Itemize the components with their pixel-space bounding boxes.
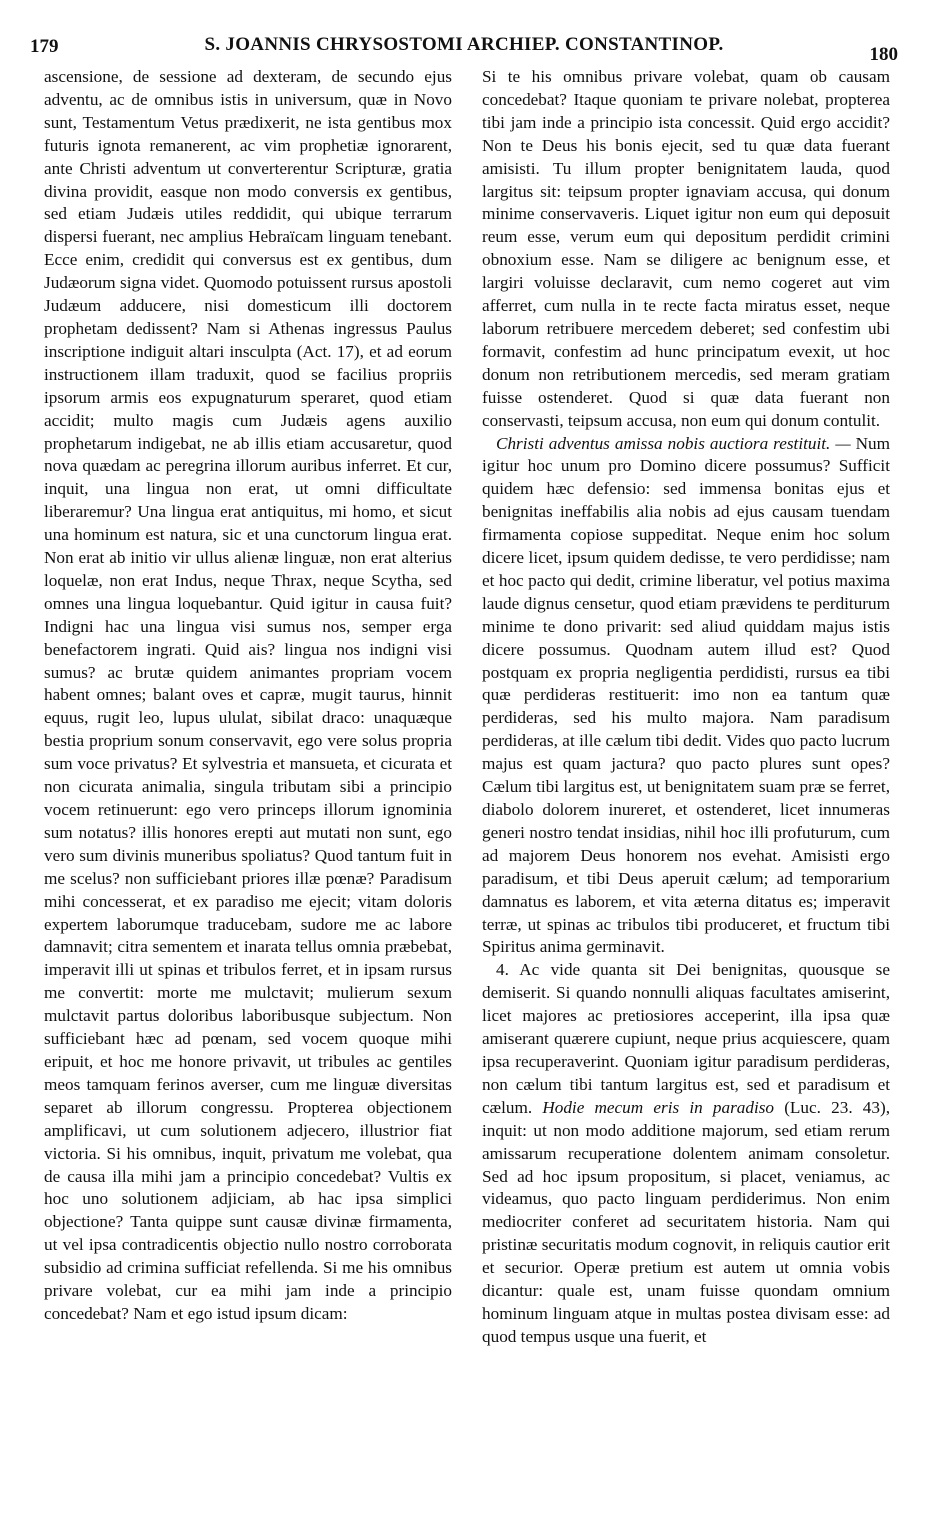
right-paragraph-1: Si te his omnibus privare volebat, quam ob causam concedebat? Itaque quoniam te privare nolebat, propterea tibi jam inde a principio ista concessit. Quid ergo accidit? Non te Deus his bonis ejecit, sed tu quæ data fuerant amisisti. Tu illum propter benignitatem lauda, quod largitus sit: teipsum propter ignaviam accusa, qui donum minime conservaveris. Liquet igitur non eum qui deposuit reum esse, verum eum qui depositum perdidit crimini obnoxium esse. Nam se diligere ac benignum esse, et largiri voluisse declaravit, cum nemo cogeret aut vim afferret, cum nulla in te recte facta miratus esset, neque laborum retribuere mercedem deberet; sed confestim ubi formavit, confestim ad hunc principatum evexit, ut hoc donum non retributionem mercedis, sed meram gratiam fuisse ostenderet. Quod si quæ data fuerant non conservasti, teipsum accusa, non eum qui donum contulit.	[482, 67, 890, 430]
right-paragraph-2-text: Num igitur hoc unum pro Domino dicere possumus? Sufficit quidem hæc defensio: sed immensa bonitas ejus et benignitas ineffabilis alia nobis ad ejus causam tuendam firmamenta copiose suppeditat. Neque enim hoc solum dicere licet, ipsum quidem dedisse, te vero perdidisse; nam et hoc pacto qui dedit, crimine liberatur, vel potius maxima laude dignus censetur, quod etiam prævidens te perditurum minime te dono privarit: sed aliud quiddam majus istis dicere possumus. Quodnam autem illud est? Quod postquam ex propria negligentia perdidisti, rursus ea tibi quæ perdideras restituerit: imo non ea tantum quæ perdideras, sed his multo majora. Nam paradisum perdideras, at ille cælum tibi dedit. Vides quo pacto lucrum majus est quam jactura? quo pacto plures sunt opes? Cælum tibi largitus est, ut benignitatem suam præ se ferret, diabolo dolorem inureret, et ostenderet, licet innumeras generi nostro tendat insidias, nihil hoc illi profuturum, cum ad majorem Deus honorem nos evehat. Amisisti ergo paradisum, et tibi Deus aperuit cælum; ad temporarium damnatus es laborem, et vita æterna ditatus es; imperavit terræ, ut spinas ac tribulos tibi produceret, et fructum tibi Spiritus anima germinavit.	[482, 433, 890, 957]
page-header	[30, 34, 898, 64]
scripture-quote: Hodie mecum eris in paradiso	[542, 1097, 775, 1117]
scripture-reference: (Luc. 23. 43)	[784, 1097, 886, 1117]
right-column	[482, 66, 890, 1349]
right-paragraph-3-text-a: 4. Ac vide quanta sit Dei benignitas, quousque se demiserit. Si quando nonnulli aliquas facultates amiserint, licet majores ac pretiosiores acceperint, illa ipsa quæ amiserant quærere cupiunt, neque prius acquiescere, quam ipsa recuperaverint. Quoniam igitur paradisum perdideras, non cælum tibi tantum largitus est, sed et paradisum et cælum.	[482, 960, 890, 1117]
left-column-text: ascensione, de sessione ad dexteram, de secundo ejus adventu, ac de omnibus istis in universum, quæ in Novo sunt, Testamentum Vetus prædixerit, ne ista gentibus mox futuris ignota remanerent, ac vim prophetiæ ignorarent, ante Christi adventum ut converterentur Scripturæ, gratia divina providit, easque non modo conversis ex gentibus, sed etiam Judæis utiles reddidit, qui ubique terrarum dispersi fuerant, nec amplius Hebraïcam linguam tenebant. Ecce enim, credidit qui conversus est ex gentibus, dum Judæorum signa videt. Quomodo potuissent rursus apostoli Judæum adducere, nisi domesticum illi doctorem prophetam dedissent? Nam si Athenas ingressus Paulus inscriptione indiguit altari insculpta (Act. 17), et ad eorum instructionem illam traduxit, quod se facilius propriis ipsorum armis eos expugnaturum speraret, quod etiam accidit; multo magis cum Judæis agens auxilio prophetarum indigebat, ne ab illis etiam accusaretur, quod nova quædam ac peregrina illorum auribus inferret. Et cur, inquit, una lingua non erat, ut omni difficultate liberaremur? Una lingua erat antiquitus, mi homo, et sicut una hominum est natura, sic et una cunctorum lingua erat. Non erat ab initio vir ullus alienæ linguæ, non erat alterius loquelæ, non erat Indus, neque Thrax, neque Scytha, sed omnes una lingua loquebantur. Quid igitur in causa fuit? Indigni hac una lingua visi sumus nos, semper erga benefactorem ingrati. Quid ais? lingua nos indigni visi sumus? ac brutæ quidem animantes propriam vocem habent omnes; balant oves et capræ, mugit taurus, hinnit equus, rugit leo, lupus ululat, sibilat draco: unaquæque bestia proprium sonum conservavit, ego vere solus propria sum voce privatus? Et sylvestria et mansueta, et cicurata et non cicurata animalia, singula tributam sibi a principio vocem retinuerunt: ego vero princeps illorum ignominia sum notatus? illis honores erepti aut mutati non sunt, ego vero sum divinis muneribus spoliatus? Quod tantum fuit in me scelus? non sufficiebant priores illæ pœnæ? Paradisum mihi concesserat, et ex paradiso me ejecit; vitam doloris expertem laborumque traducebam, sudore me ac labore damnavit; citra sementem et inarata tellus omnia præbebat, imperavit illi ut spinas et tribulos ferret, et in ipsam rursus me convertit: morte me mulctavit; mulierum sexum mulctavit partus doloribus laboribusque subjectum. Non sufficiebant hæc ad pœnam, sed vocem quoque mihi eripuit, et hoc me honore privavit, ut tribules ac gentiles meos tamquam ferinos averser, cum me linguæ diversitas separet ab illorum congressu. Propterea objectionem amplificavi, ut cum solutionem adjecero, illustrior fiat victoria. Si his omnibus, inquit, privatum me volebat, qua de causa illa mihi jam a principio concedebat? Vultis ex hoc uno solutionem adjiciam, ab hac ipsa simplici objectione? Tanta quippe sunt causæ divinæ firmamenta, ut vel ipsa contradicentis objectio nullo nostro corroborata subsidio ad crimina sufficiat refellenda. Si me his omnibus privare volebat, cur ea mihi jam inde a principio concedebat? Nam et ego istud ipsum dicam:	[44, 67, 452, 1323]
page-number-left: 179	[30, 36, 59, 57]
left-column	[44, 66, 452, 1326]
running-title: S. JOANNIS CHRYSOSTOMI ARCHIEP. CONSTANTINOP.	[204, 34, 724, 55]
right-paragraph-3-text-b: , inquit: ut non modo additione majorum, sed etiam rerum amissarum recuperatione dolentem animam consoletur. Sed ad hoc ipsum propositum, si placet, veniamus, ac videamus, quo pacto linguam perdiderimus. Non enim mediocriter conferet ad securitatem historia. Nam qui pristinæ securitatis modum cognovit, in reliquis cautior erit et securior. Operæ pretium est autem ut omnia vobis dicantur: quale est, unam fuisse quondam omnium hominum linguam atque in multas postea divisam esse: ad quod tempus usque una fuerit, et	[482, 1097, 891, 1346]
page-number-right: 180	[869, 44, 898, 65]
section-subheading: Christi adventus amissa nobis auctiora restituit. —	[496, 433, 851, 453]
right-paragraph-3	[482, 959, 890, 1348]
right-paragraph-2	[482, 433, 890, 960]
